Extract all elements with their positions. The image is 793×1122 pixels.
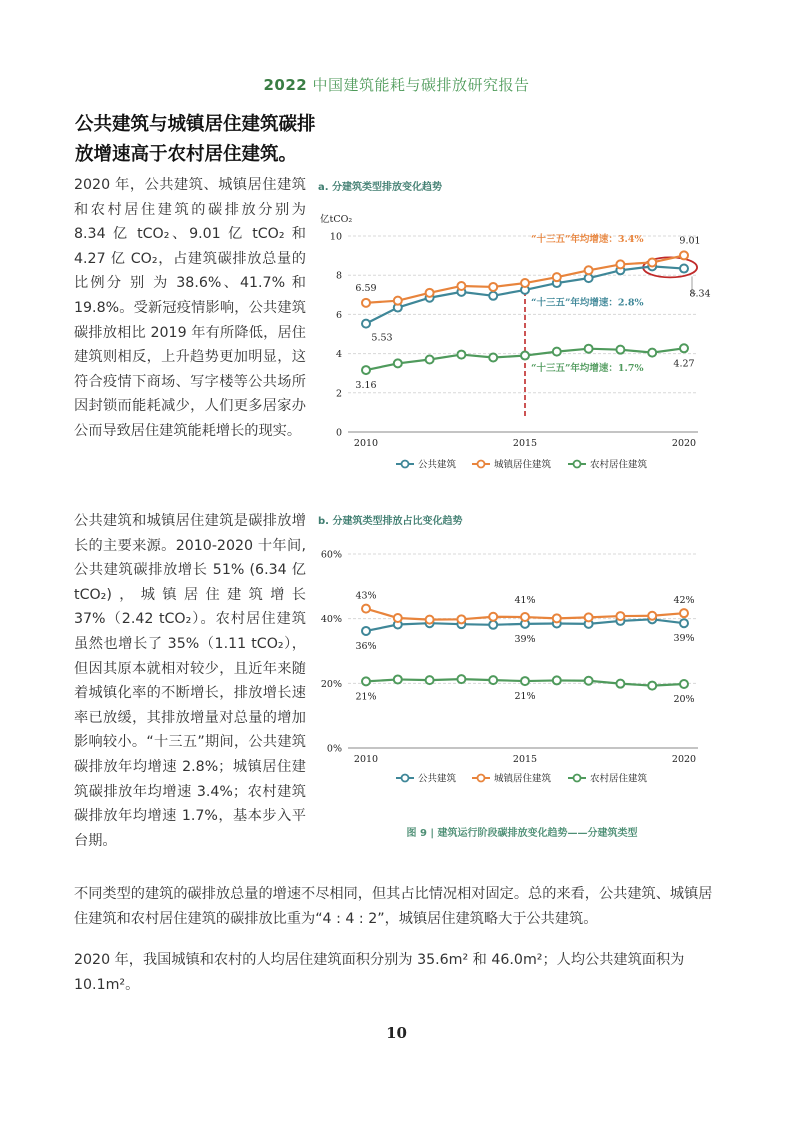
y-tick-label: 2 <box>335 388 342 400</box>
data-point <box>362 627 370 635</box>
data-label: 42% <box>673 595 695 607</box>
chart-b <box>310 540 730 800</box>
data-label: 39% <box>514 633 536 645</box>
x-tick-label: 2015 <box>512 754 538 765</box>
data-point <box>680 619 688 627</box>
data-point <box>426 289 434 297</box>
data-point <box>362 299 370 307</box>
data-point <box>362 320 370 328</box>
data-label: 5.53 <box>371 332 393 344</box>
data-point <box>489 621 497 629</box>
data-point <box>394 359 402 367</box>
data-point <box>585 274 593 282</box>
header-year: 2022 <box>263 76 308 94</box>
y-tick-label: 8 <box>335 270 342 282</box>
data-label: 39% <box>673 633 695 645</box>
legend-marker <box>402 461 409 468</box>
data-label: 20% <box>673 693 695 705</box>
data-point <box>521 677 529 685</box>
legend-label: 城镇居住建筑 <box>494 773 552 785</box>
chart-b-title: b. 分建筑类型排放占比变化趋势 <box>318 516 463 527</box>
y-tick-label: 0 <box>335 427 342 439</box>
data-point <box>489 676 497 684</box>
y-tick-label: 4 <box>335 349 342 361</box>
data-point <box>680 609 688 617</box>
data-point <box>585 266 593 274</box>
legend-label: 公共建筑 <box>418 459 457 471</box>
legend-label: 公共建筑 <box>418 773 457 785</box>
data-label: 9.01 <box>679 235 701 247</box>
data-point <box>521 613 529 621</box>
x-tick-label: 2020 <box>671 754 697 765</box>
legend-marker <box>574 461 581 468</box>
paragraph-2: 公共建筑和城镇居住建筑是碳排放增长的主要来源。2010-2020 十年间, 公共建筑碳排放增长 51% (6.34 亿 tCO₂)，城镇居住建筑增长 37%（2.42 tCO₂）。农村居住建筑虽然也增长了 35%（1.11 tCO₂），但因其原本就相对较少，且近年来随着城镇化率的不断增长，排放增长速率已放缓，其排放增量对总量的增加影响较小。“十三五”期间，公共建筑碳排放年均增速 2.8%；城镇居住建筑碳排放年均增速 3.4%；农村建筑碳排放年均增速 1.7%，基本步入平台期。 <box>74 513 306 849</box>
data-label: 21% <box>355 691 377 703</box>
legend-marker <box>478 775 485 782</box>
data-point <box>457 282 465 290</box>
data-point <box>457 351 465 359</box>
data-point <box>616 680 624 688</box>
y-tick-label: 60% <box>320 549 342 561</box>
data-label: 3.16 <box>355 380 377 392</box>
y-tick-label: 40% <box>320 614 342 626</box>
legend-label: 农村居住建筑 <box>590 773 648 785</box>
y-tick-label: 0% <box>326 743 342 755</box>
chart-a <box>310 200 730 480</box>
data-point <box>616 612 624 620</box>
legend-marker <box>402 775 409 782</box>
data-label: 8.34 <box>689 288 711 300</box>
annotation-rural: “十三五”年均增速：1.7% <box>531 363 644 375</box>
figure-caption: 图 9 | 建筑运行阶段碳排放变化趋势——分建筑类型 <box>406 828 638 839</box>
data-point <box>680 680 688 688</box>
data-point <box>680 251 688 259</box>
section-headline: 公共建筑与城镇居住建筑碳排放增速高于农村居住建筑。 <box>75 114 316 165</box>
data-label: 41% <box>514 595 536 607</box>
data-point <box>648 349 656 357</box>
data-point <box>553 348 561 356</box>
legend-marker <box>478 461 485 468</box>
paragraph-4: 2020 年，我国城镇和农村的人均居住建筑面积分别为 35.6m² 和 46.0m²；人均公共建筑面积为 10.1m²。 <box>74 952 685 993</box>
data-point <box>521 352 529 360</box>
data-point <box>489 292 497 300</box>
data-point <box>394 614 402 622</box>
data-label: 36% <box>355 640 377 652</box>
data-point <box>680 344 688 352</box>
data-point <box>426 676 434 684</box>
data-point <box>648 612 656 620</box>
data-label: 43% <box>355 590 377 602</box>
data-point <box>489 354 497 362</box>
data-point <box>553 614 561 622</box>
data-point <box>394 675 402 683</box>
legend-label: 农村居住建筑 <box>590 459 648 471</box>
legend-label: 城镇居住建筑 <box>494 459 552 471</box>
data-point <box>585 613 593 621</box>
data-point <box>489 613 497 621</box>
data-point <box>426 616 434 624</box>
header-title: 中国建筑能耗与碳排放研究报告 <box>312 76 530 94</box>
chart-a-title: a. 分建筑类型排放变化趋势 <box>318 182 443 193</box>
data-point <box>553 676 561 684</box>
legend-marker <box>574 775 581 782</box>
data-point <box>648 682 656 690</box>
data-label: 21% <box>514 691 536 703</box>
x-tick-label: 2020 <box>671 438 697 449</box>
annotation-public: “十三五”年均增速：2.8% <box>531 297 644 309</box>
data-point <box>426 355 434 363</box>
data-point <box>457 675 465 683</box>
data-point <box>489 283 497 291</box>
data-point <box>616 260 624 268</box>
paragraph-1: 2020 年，公共建筑、城镇居住建筑和农村居住建筑的碳排放分别为 8.34 亿 tCO₂、9.01 亿 tCO₂ 和 4.27 亿 CO₂，占建筑碳排放总量的比例分 别 为 38.6%、41.7% 和 19.8%。受新冠疫情影响，公共建筑碳排放相比 2019 年有所降低，居住建筑则相反，上升趋势更加明显，这符合疫情下商场、写字楼等公共场所因封锁而能耗减少，人们更多居家办公而导致居住建筑能耗增长的现实。 <box>74 177 306 439</box>
x-tick-label: 2010 <box>353 754 379 765</box>
page-header <box>0 74 793 95</box>
y-axis-label: 亿tCO₂ <box>320 214 353 225</box>
data-point <box>457 615 465 623</box>
data-point <box>616 346 624 354</box>
y-tick-label: 6 <box>335 309 342 321</box>
x-tick-label: 2015 <box>512 438 538 449</box>
annotation-urban: “十三五”年均增速：3.4% <box>531 233 644 245</box>
data-point <box>521 279 529 287</box>
y-tick-label: 20% <box>320 678 342 690</box>
data-point <box>362 366 370 374</box>
x-tick-label: 2010 <box>353 438 379 449</box>
data-point <box>648 258 656 266</box>
data-label: 4.27 <box>673 358 695 370</box>
paragraph-3: 不同类型的建筑的碳排放总量的增速不尽相同，但其占比情况相对固定。总的来看，公共建筑、城镇居住建筑和农村居住建筑的碳排放比重为“4 : 4 : 2”，城镇居住建筑略大于公共建筑。 <box>74 886 713 927</box>
page-number: 10 <box>386 1024 407 1042</box>
data-point <box>585 677 593 685</box>
data-point <box>362 677 370 685</box>
data-label: 6.59 <box>355 282 377 294</box>
data-point <box>553 273 561 281</box>
y-tick-label: 10 <box>329 231 342 243</box>
data-point <box>680 265 688 273</box>
data-point <box>585 345 593 353</box>
data-point <box>362 605 370 613</box>
data-point <box>394 297 402 305</box>
